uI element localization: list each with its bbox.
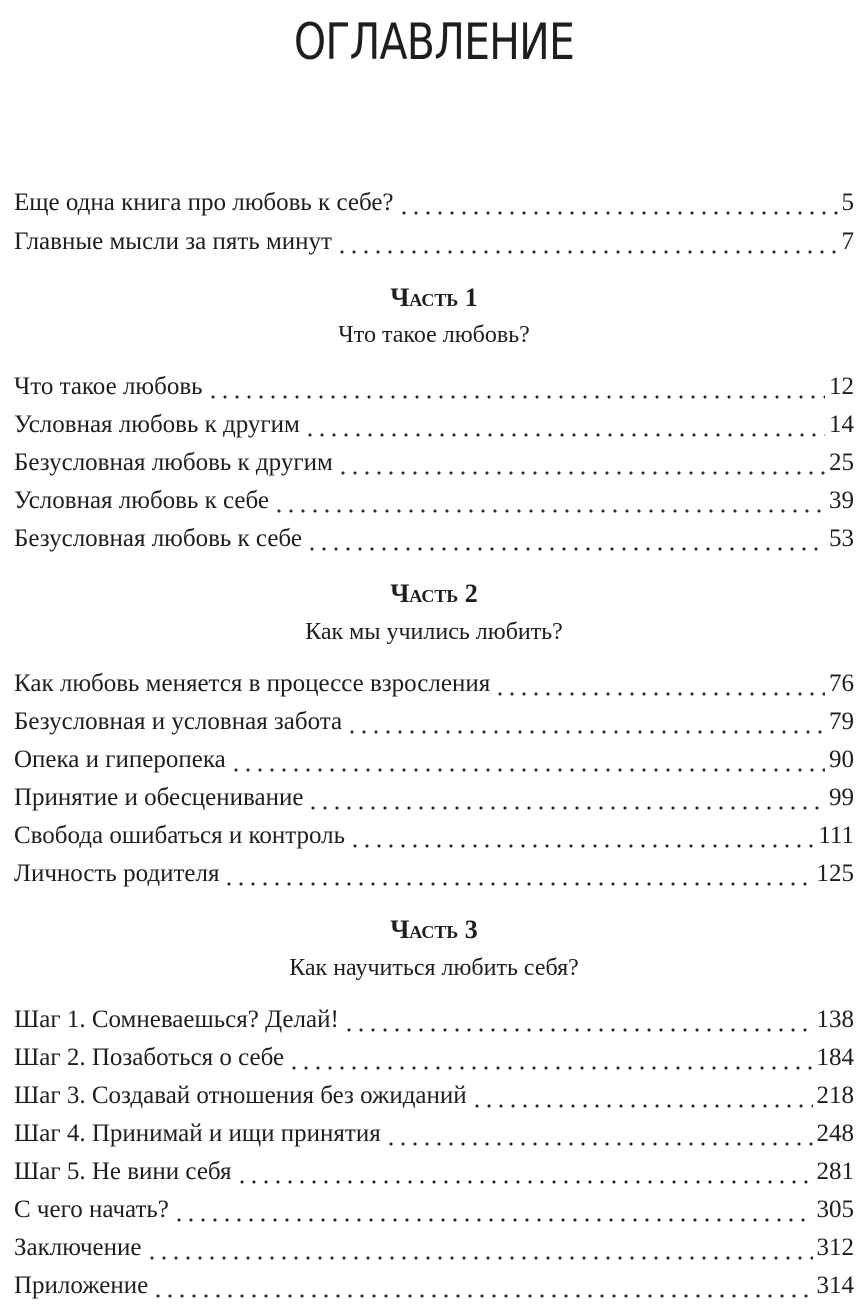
toc-entry-page: 5 bbox=[841, 189, 854, 216]
toc-entry-page: 281 bbox=[816, 1158, 854, 1185]
dot-leader bbox=[346, 707, 825, 737]
dot-leader bbox=[230, 745, 825, 775]
toc-entry-title: Условная любовь к другим bbox=[14, 411, 300, 438]
part-heading: Часть 1 bbox=[390, 283, 478, 312]
part-heading: Часть 2 bbox=[390, 579, 478, 608]
toc-entry-title: Безусловная любовь к другим bbox=[14, 449, 333, 476]
dot-leader bbox=[385, 1119, 813, 1149]
dot-leader bbox=[306, 524, 825, 554]
dot-leader bbox=[349, 821, 814, 851]
part-subtitle: Как научиться любить себя? bbox=[289, 955, 579, 981]
toc-entry-page: 79 bbox=[829, 708, 854, 735]
toc-entry[interactable] bbox=[14, 1187, 854, 1225]
toc-entry[interactable] bbox=[14, 851, 854, 889]
toc-entry[interactable] bbox=[14, 364, 854, 402]
toc-entry-title: Еще одна книга про любовь к себе? bbox=[14, 189, 394, 216]
toc-entry[interactable] bbox=[14, 440, 854, 478]
dot-leader bbox=[146, 1233, 813, 1263]
toc-entry[interactable] bbox=[14, 478, 854, 516]
toc-entry-title: Как любовь меняется в процессе взросления bbox=[14, 670, 491, 697]
toc-entry-title: Шаг 5. Не вини себя bbox=[14, 1158, 232, 1185]
toc-entry-page: 99 bbox=[829, 784, 854, 811]
toc-entry-title: Свобода ошибаться и контроль bbox=[14, 822, 346, 849]
part-heading: Часть 3 bbox=[390, 915, 478, 944]
dot-leader bbox=[343, 1005, 813, 1035]
toc-entry-page: 12 bbox=[829, 373, 854, 400]
toc-entry[interactable] bbox=[14, 997, 854, 1035]
toc-entry-page: 218 bbox=[816, 1082, 854, 1109]
toc-entry-page: 39 bbox=[829, 487, 854, 514]
dot-leader bbox=[337, 448, 825, 478]
dot-leader bbox=[207, 372, 825, 402]
toc-entry-title: Главные мысли за пять минут bbox=[14, 228, 332, 255]
dot-leader bbox=[273, 486, 825, 516]
toc-entry[interactable] bbox=[14, 1111, 854, 1149]
toc-entry-page: 305 bbox=[816, 1196, 854, 1223]
part-subtitle: Что такое любовь? bbox=[338, 322, 530, 348]
toc-entry-title: Личность родителя bbox=[14, 860, 220, 887]
page-title: ОГЛАВЛЕНИЕ bbox=[293, 13, 575, 71]
toc-entry-page: 312 bbox=[816, 1234, 854, 1261]
toc-entry[interactable] bbox=[14, 402, 854, 440]
toc-entry-title: Принятие и обесценивание bbox=[14, 784, 304, 811]
dot-leader bbox=[494, 669, 825, 699]
toc-entry-title: С чего начать? bbox=[14, 1196, 169, 1223]
toc-entry-page: 125 bbox=[816, 860, 854, 887]
toc-entry-page: 90 bbox=[829, 746, 854, 773]
toc-entry-title: Опека и гиперопека bbox=[14, 746, 226, 773]
dot-leader bbox=[307, 783, 825, 813]
toc-entry-page: 111 bbox=[818, 822, 854, 849]
toc-entry[interactable] bbox=[14, 699, 854, 737]
toc-entry-title: Шаг 4. Принимай и ищи принятия bbox=[14, 1120, 381, 1147]
toc-entry-title: Заключение bbox=[14, 1234, 142, 1261]
toc-entry-title: Условная любовь к себе bbox=[14, 487, 270, 514]
toc-entry-page: 7 bbox=[841, 228, 854, 255]
dot-leader bbox=[173, 1195, 813, 1225]
toc-entry[interactable] bbox=[14, 1263, 854, 1301]
toc-entry[interactable] bbox=[14, 1149, 854, 1187]
toc-entry-title: Шаг 1. Сомневаешься? Делай! bbox=[14, 1006, 339, 1033]
toc-entry[interactable] bbox=[14, 813, 854, 851]
toc-entry-page: 314 bbox=[816, 1272, 854, 1299]
toc-entry-page: 76 bbox=[829, 670, 854, 697]
toc-entry-page: 248 bbox=[816, 1120, 854, 1147]
dot-leader bbox=[152, 1271, 812, 1301]
dot-leader bbox=[336, 227, 838, 257]
toc-entry[interactable] bbox=[14, 661, 854, 699]
toc-entry[interactable] bbox=[14, 775, 854, 813]
toc-entry-page: 25 bbox=[829, 449, 854, 476]
toc-entry-title: Шаг 3. Создавай отношения без ожиданий bbox=[14, 1082, 467, 1109]
toc-entry-page: 138 bbox=[816, 1006, 854, 1033]
toc-entry[interactable] bbox=[14, 1225, 854, 1263]
part-subtitle: Как мы учились любить? bbox=[305, 619, 563, 645]
toc-entry[interactable] bbox=[14, 1073, 854, 1111]
toc-entry-title: Что такое любовь bbox=[14, 373, 203, 400]
dot-leader bbox=[304, 410, 825, 440]
toc-entry-title: Безусловная и условная забота bbox=[14, 708, 343, 735]
dot-leader bbox=[398, 188, 838, 218]
dot-leader bbox=[236, 1157, 813, 1187]
dot-leader bbox=[223, 859, 812, 889]
dot-leader bbox=[471, 1081, 813, 1111]
toc-entry-title: Безусловная любовь к себе bbox=[14, 525, 302, 552]
toc-entry[interactable] bbox=[14, 219, 854, 257]
toc-entry[interactable] bbox=[14, 180, 854, 218]
toc-entry-page: 184 bbox=[816, 1044, 854, 1071]
toc-entry-title: Шаг 2. Позаботься о себе bbox=[14, 1044, 285, 1071]
toc-entry[interactable] bbox=[14, 516, 854, 554]
toc-entry-title: Приложение bbox=[14, 1272, 149, 1299]
toc-entry-page: 14 bbox=[829, 411, 854, 438]
toc-entry[interactable] bbox=[14, 737, 854, 775]
toc-entry[interactable] bbox=[14, 1035, 854, 1073]
dot-leader bbox=[288, 1043, 812, 1073]
toc-entry-page: 53 bbox=[829, 525, 854, 552]
